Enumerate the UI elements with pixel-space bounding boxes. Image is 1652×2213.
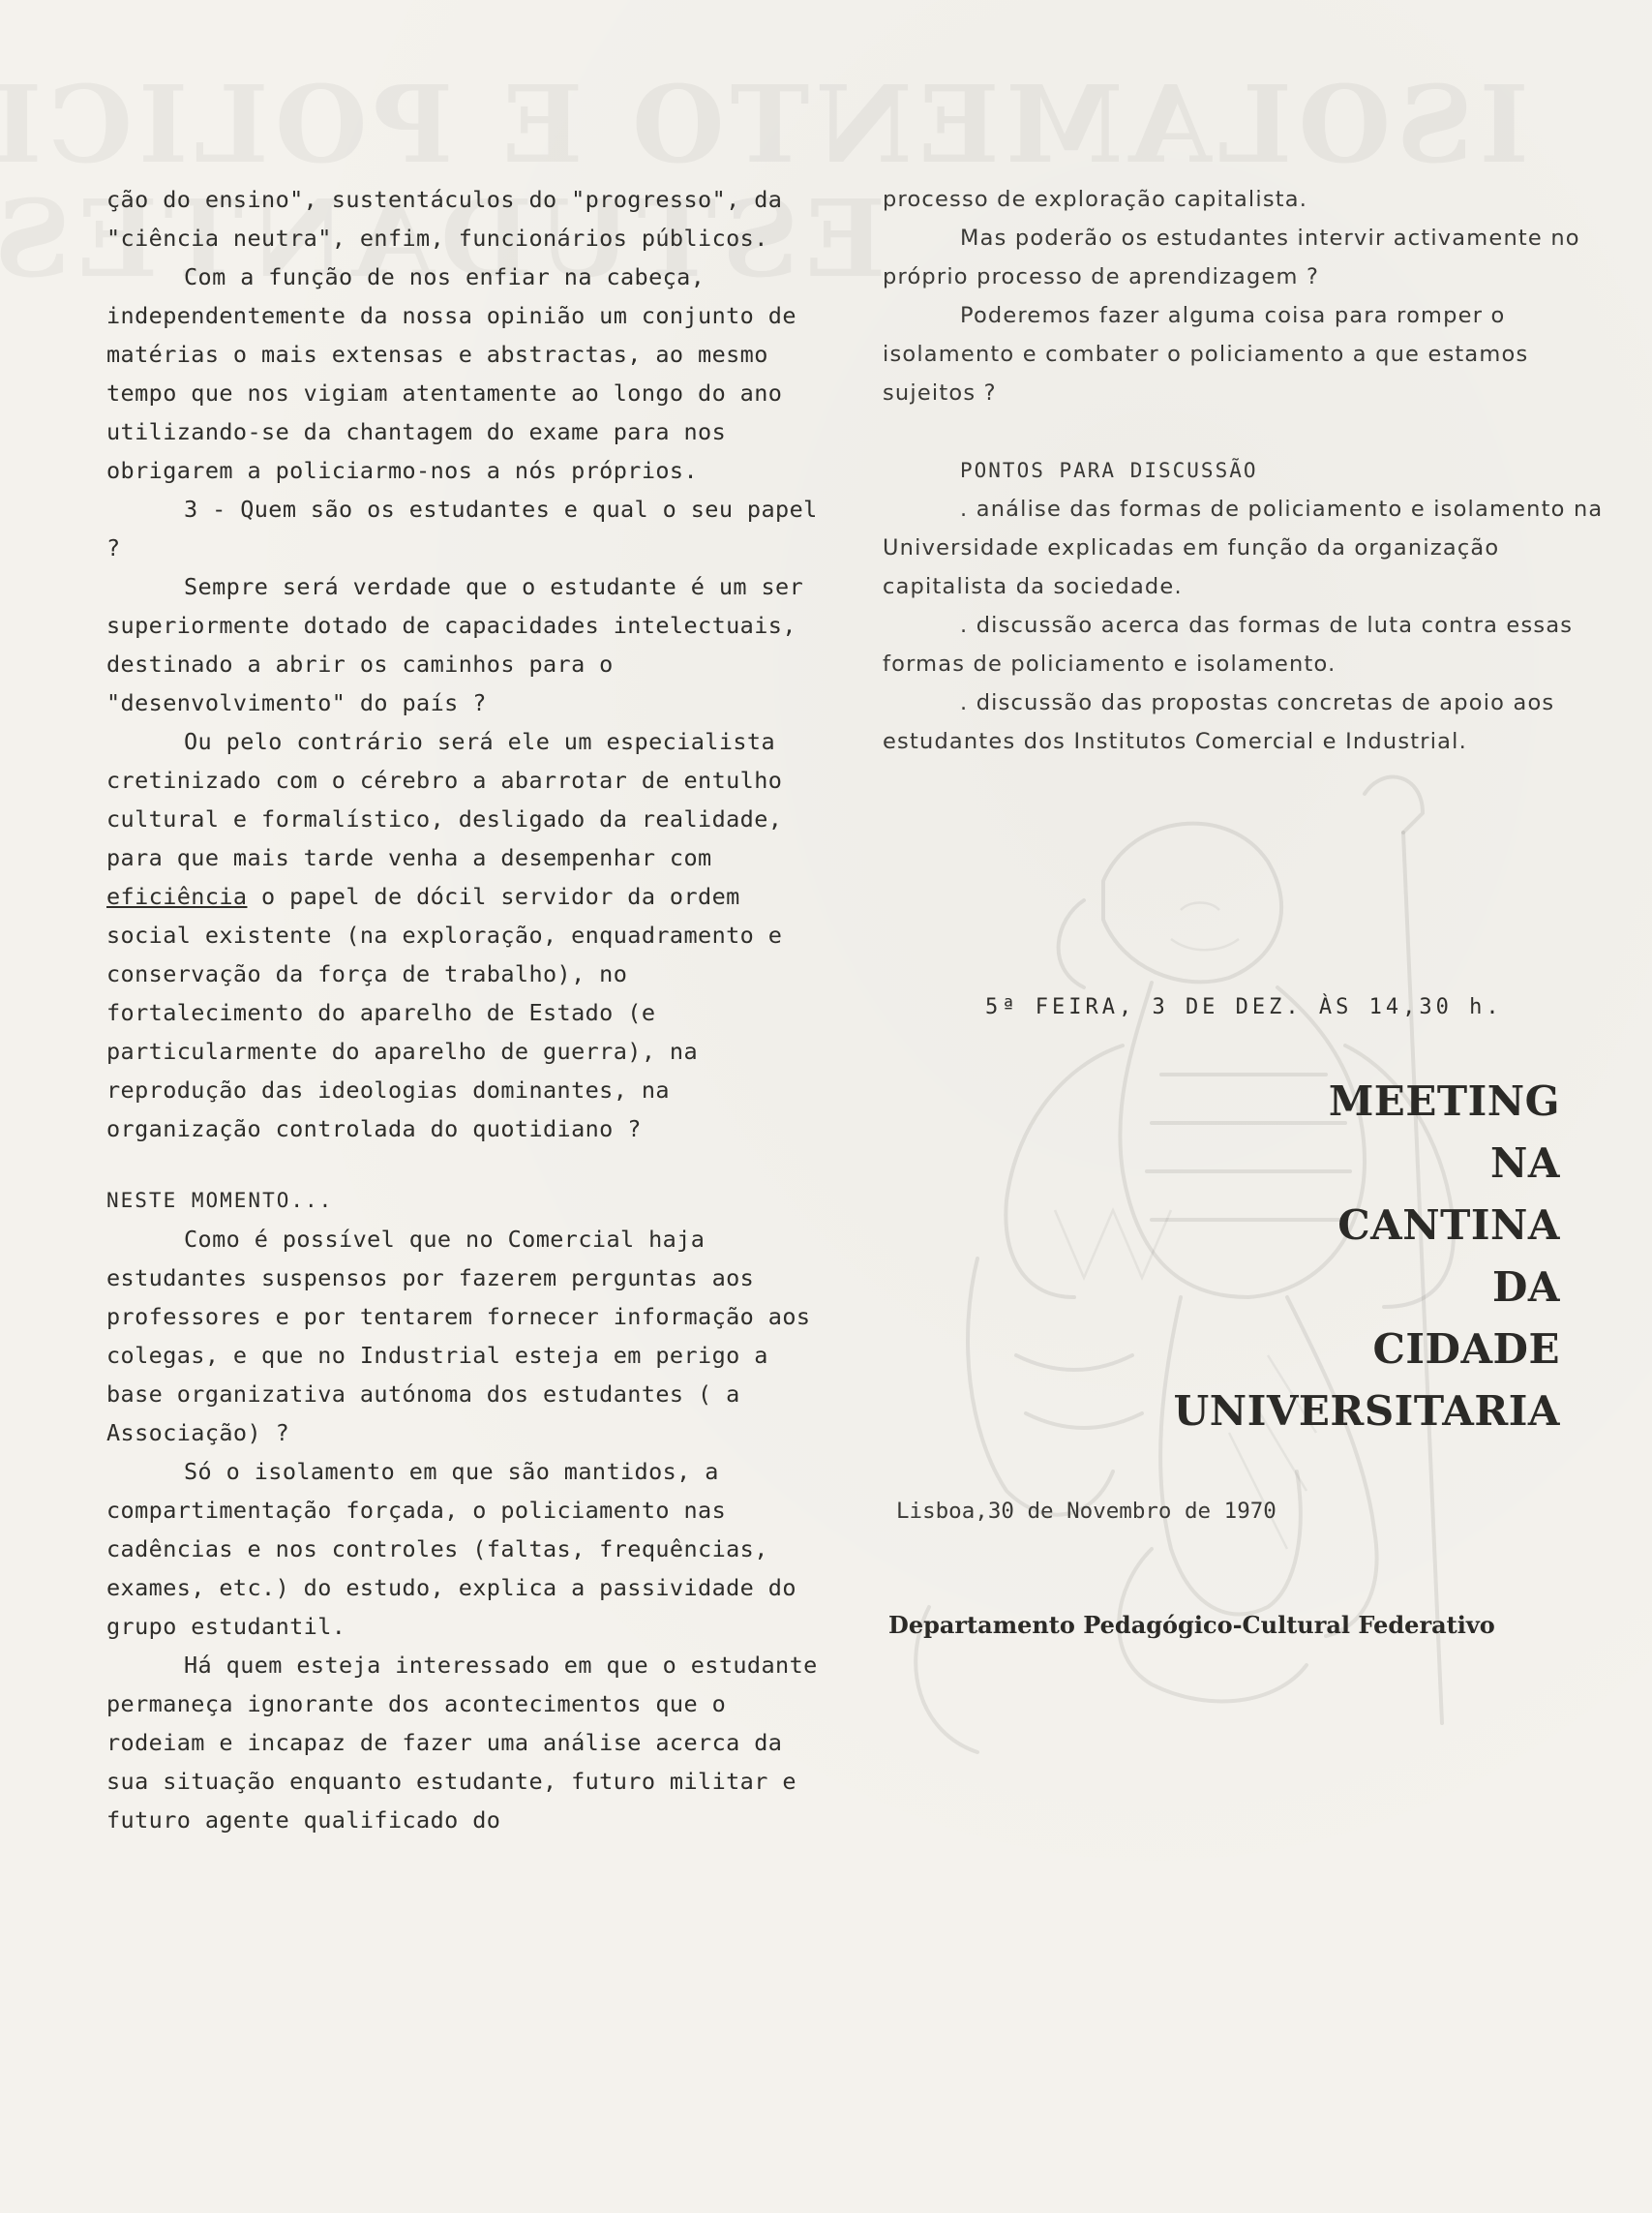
- section-heading-discussion-points: PONTOS PARA DISCUSSÃO: [960, 459, 1258, 482]
- paragraph: Como é possível que no Comercial haja estudantes suspensos por fazerem perguntas aos professores e por tentarem fornecer informação aos colegas, e que no Industrial esteja em perigo a base organizativa autónoma dos estudantes ( a Associação) ?: [106, 1226, 811, 1446]
- paragraph: Com a função de nos enfiar na cabeça, independentemente da nossa opinião um conjunto de matérias o mais extensas e abstractas, ao mesmo tempo que nos vigiam atentamente ao longo do ano utilizando-se da chantagem do exame para nos obrigarem a policiarmo-nos a nós próprios.: [106, 263, 796, 484]
- meeting-line: UNIVERSITARIA: [1173, 1387, 1560, 1435]
- paragraph-text: Ou pelo contrário será ele um especialista cretinizado com o cérebro a abarrotar de entulho cultural e formalístico, desligado da realidade, para que mais tarde venha a desempenhar com: [106, 728, 783, 871]
- discussion-point: . análise das formas de policiamento e isolamento na Universidade explicadas em função da organização capitalista da sociedade.: [883, 497, 1604, 599]
- paragraph: Poderemos fazer alguma coisa para romper o isolamento e combater o policiamento a que estamos sujeitos ?: [883, 303, 1529, 406]
- underlined-word: eficiência: [106, 883, 248, 910]
- left-column: [106, 180, 823, 1839]
- paragraph: [106, 722, 823, 1148]
- meeting-line: CIDADE: [1372, 1325, 1560, 1373]
- paragraph: ção do ensino", sustentáculos do "progresso", da "ciência neutra", enfim, funcionários públicos.: [106, 186, 783, 252]
- section-heading-now: NESTE MOMENTO...: [106, 1189, 334, 1212]
- paragraph: Só o isolamento em que são mantidos, a compartimentação forçada, o policiamento nas cadências e nos controles (faltas, frequências, exames, etc.) do estudo, explica a passividade do grupo estudantil.: [106, 1458, 796, 1640]
- paragraph: Mas poderão os estudantes intervir activamente no próprio processo de aprendizagem ?: [883, 226, 1580, 289]
- meeting-announcement: [1065, 1071, 1560, 1442]
- department-signature: Departamento Pedagógico-Cultural Federativo: [888, 1611, 1495, 1639]
- discussion-point: . discussão acerca das formas de luta contra essas formas de policiamento e isolamento.: [883, 613, 1574, 677]
- paragraph: Há quem esteja interessado em que o estudante permaneça ignorante dos acontecimentos que o rodeiam e incapaz de fazer uma análise acerca da sua situação enquanto estudante, futuro militar e futuro agente qualificado do: [106, 1652, 818, 1834]
- event-date-time: 5ª FEIRA, 3 DE DEZ. ÀS 14,30 h.: [985, 995, 1503, 1019]
- meeting-line: DA: [1491, 1263, 1560, 1311]
- right-column: [883, 180, 1608, 761]
- paragraph: processo de exploração capitalista.: [883, 187, 1308, 212]
- paragraph: Sempre será verdade que o estudante é um ser superiormente dotado de capacidades intelectuais, destinado a abrir os caminhos para o "desenvolvimento" do país ?: [106, 573, 804, 716]
- paragraph-text: o papel de dócil servidor da ordem social existente (na exploração, enquadramento e conservação da força de trabalho), no fortalecimento do aparelho de Estado (e particularmente do aparelho de guerra), na reprodução das ideologias dominantes, na organização controlada do quotidiano ?: [106, 883, 783, 1142]
- discussion-point: . discussão das propostas concretas de apoio aos estudantes dos Institutos Comercial e Industrial.: [883, 690, 1555, 754]
- meeting-line: NA: [1490, 1139, 1560, 1187]
- meeting-line: CANTINA: [1337, 1201, 1560, 1249]
- section-heading-students-role: 3 - Quem são os estudantes e qual o seu papel ?: [106, 496, 818, 561]
- place-and-date: Lisboa,30 de Novembro de 1970: [896, 1499, 1277, 1524]
- meeting-line: MEETING: [1328, 1077, 1560, 1125]
